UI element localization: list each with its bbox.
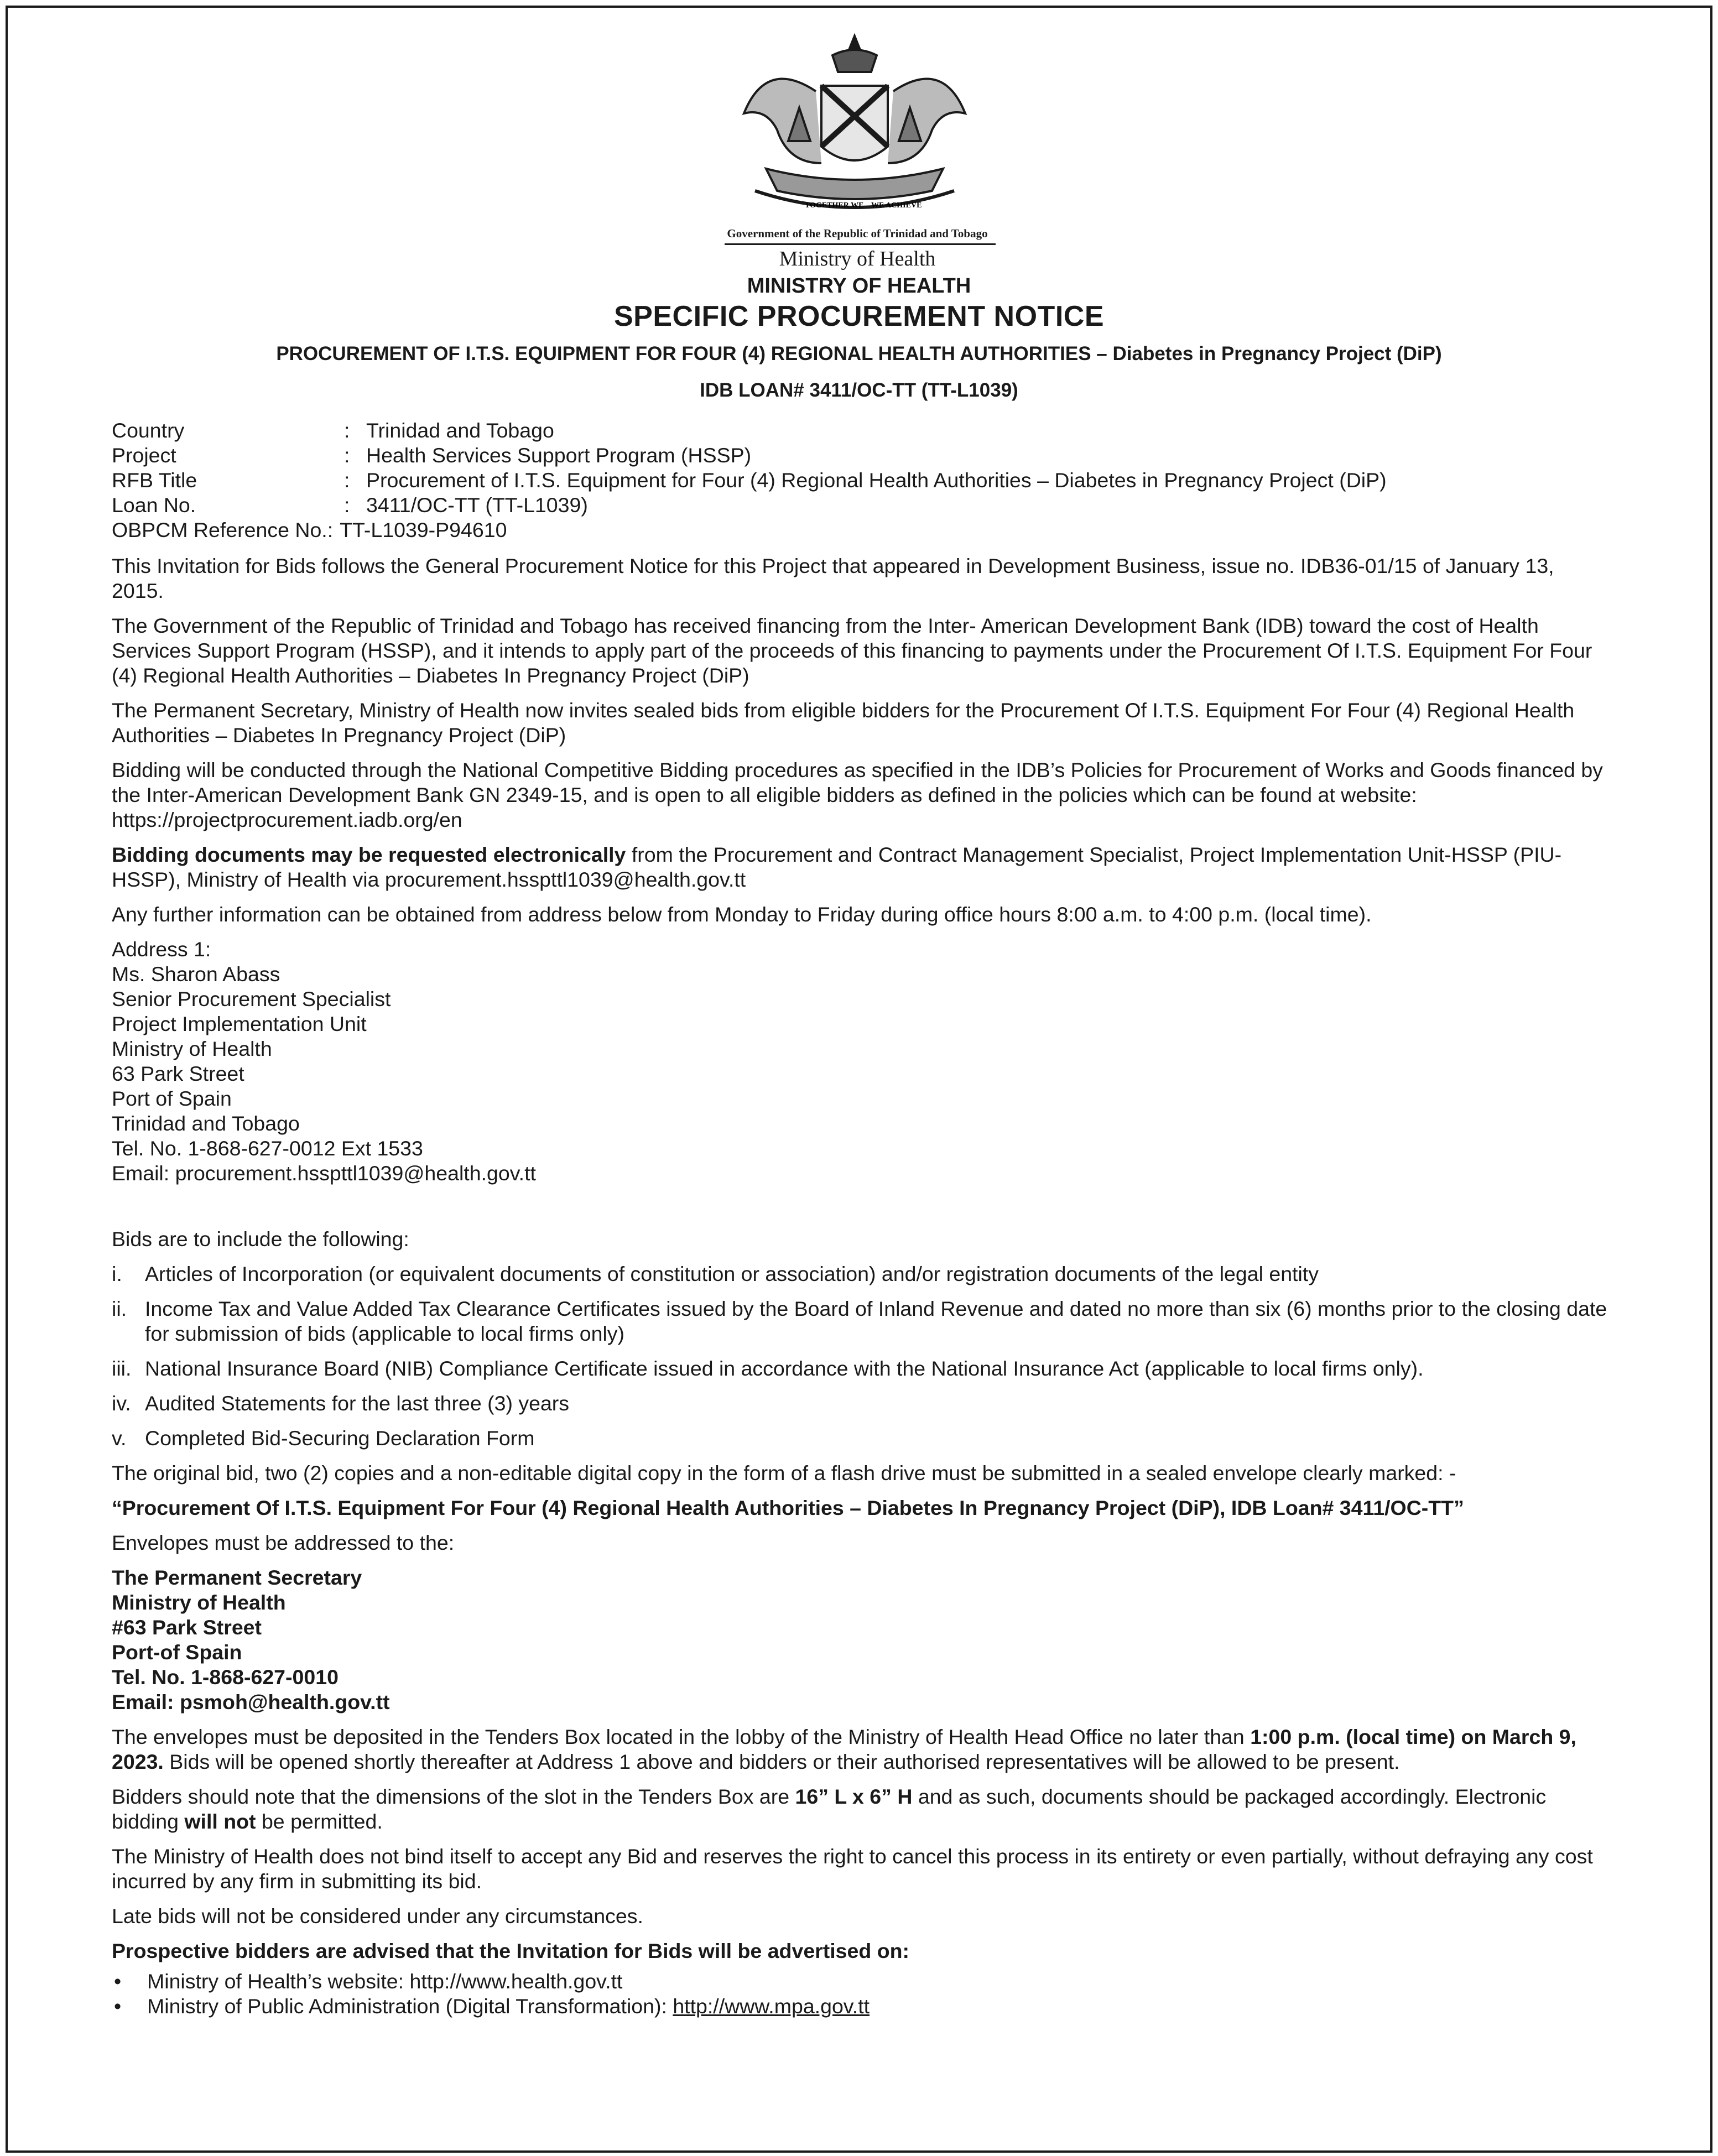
address-2-line: Tel. No. 1-868-627-0010 [112, 1665, 339, 1689]
list-item [112, 1969, 1611, 1994]
bullet: • [114, 1994, 122, 2018]
website-mpa-link[interactable]: http://www.mpa.gov.tt [673, 1994, 870, 2018]
deposit-text-c: Bids will be opened shortly thereafter at Address 1 above and bidders or their authorised representatives will be allowed to be present. [163, 1750, 1400, 1773]
address-1-line: Project Implementation Unit [112, 1012, 367, 1035]
seal-motto-left: TOGETHER WE [805, 201, 864, 210]
ministry-subtitle: Ministry of Health [779, 247, 936, 270]
detail-key: Project [112, 444, 176, 467]
coat-of-arms-icon [722, 30, 987, 230]
organization-heading: MINISTRY OF HEALTH [747, 274, 971, 298]
paragraph-invitation: The Permanent Secretary, Ministry of Health now invites sealed bids from eligible bidders for the Procurement Of I.T.S. Equipment For Four (4) Regional Health Authorities – Diabetes In Pregnancy Project (DiP) [112, 699, 1575, 747]
detail-value: Health Services Support Program (HSSP) [366, 444, 752, 467]
detail-colon: : [344, 444, 350, 467]
paragraph-gpn: This Invitation for Bids follows the General Procurement Notice for this Project that appeared in Development Business, issue no. IDB36-01/15 of January 13, 2015. [112, 554, 1554, 602]
detail-value: 3411/OC-TT (TT-L1039) [366, 493, 588, 517]
paragraph-late-bids: Late bids will not be considered under any circumstances. [112, 1904, 643, 1928]
website-moh: Ministry of Health’s website: http://www.health.gov.tt [147, 1970, 623, 1993]
paragraph-bidding-procedure: Bidding will be conducted through the National Competitive Bidding procedures as specified in the IDB’s Policies for Procurement of Works and Goods financed by the Inter-American Development Bank GN 2349-15, and is open to all eligible bidders as defined in the policies which can be found at website: https://projectprocurement.iadb.org/en [112, 758, 1603, 831]
list-item-number: ii. [112, 1297, 127, 1320]
paragraph-deposit [112, 1725, 1611, 1774]
notice-body [112, 418, 1611, 2019]
header-rule [725, 243, 996, 245]
government-line: Government of the Republic of Trinidad and Tobago [727, 227, 988, 240]
paragraph-financing: The Government of the Republic of Trinidad and Tobago has received financing from the Inter- American Development Bank (IDB) toward the cost of Health Services Support Program (HSSP), and it intends to apply part of the proceeds of this financing to payments under the Procurement Of I.T.S. Equipment For Four (4) Regional Health Authorities – Diabetes In Pregnancy Project (DiP) [112, 614, 1592, 687]
bids-intro: Bids are to include the following: [112, 1227, 409, 1251]
detail-row [112, 468, 1611, 493]
detail-row [112, 443, 1611, 468]
list-item-text: Income Tax and Value Added Tax Clearance Certificates issued by the Board of Inland Revenue and dated no more than six (6) months prior to the closing date for submission of bids (applicable to local firms only) [145, 1297, 1607, 1345]
list-item-text: Completed Bid-Securing Declaration Form [145, 1426, 535, 1450]
address-1-line: Senior Procurement Specialist [112, 987, 391, 1011]
list-item [112, 1296, 1611, 1346]
advertised-intro: Prospective bidders are advised that the Invitation for Bids will be advertised on: [112, 1939, 910, 1962]
address-1-line: Ministry of Health [112, 1037, 272, 1060]
list-item-text: Audited Statements for the last three (3) years [145, 1392, 570, 1415]
slot-text-a: Bidders should note that the dimensions of the slot in the Tenders Box are [112, 1785, 795, 1808]
list-item [112, 1426, 1611, 1451]
list-item [112, 1994, 1611, 2019]
bid-requirements-list [112, 1262, 1611, 1451]
detail-colon: : [344, 493, 350, 517]
detail-key: Loan No. [112, 493, 196, 517]
detail-row [112, 493, 1611, 518]
list-item-number: i. [112, 1262, 122, 1285]
address-1-line: Email: procurement.hsspttl1039@health.gov.tt [112, 1162, 536, 1185]
list-item-number: iii. [112, 1357, 132, 1380]
detail-key: Country [112, 419, 185, 442]
address-1-line: 63 Park Street [112, 1062, 244, 1085]
paragraph-slot [112, 1784, 1611, 1834]
paragraph-original-bid: The original bid, two (2) copies and a non-editable digital copy in the form of a flash drive must be submitted in a sealed envelope clearly marked: - [112, 1461, 1456, 1485]
detail-value: TT-L1039-P94610 [340, 518, 507, 541]
address-1-line: Port of Spain [112, 1087, 232, 1110]
detail-colon: : [344, 419, 350, 442]
deposit-text-a: The envelopes must be deposited in the Tenders Box located in the lobby of the Ministry of Health Head Office no later than [112, 1725, 1251, 1748]
list-item [112, 1356, 1611, 1381]
website-mpa-label: Ministry of Public Administration (Digital Transformation): [147, 1994, 673, 2018]
slot-will-not: will not [184, 1810, 256, 1833]
list-item-text: Articles of Incorporation (or equivalent documents of constitution or association) and/or registration documents of the legal entity [145, 1262, 1319, 1285]
envelopes-intro: Envelopes must be addressed to the: [112, 1531, 455, 1554]
list-item [112, 1262, 1611, 1287]
detail-row [112, 418, 1611, 443]
address-1-line: Ms. Sharon Abass [112, 962, 280, 986]
address-2-line: The Permanent Secretary [112, 1566, 362, 1589]
list-item-number: v. [112, 1426, 127, 1450]
address-1-line: Address 1: [112, 938, 211, 961]
address-1 [112, 937, 1611, 1186]
detail-row [112, 518, 1611, 543]
detail-colon: : [344, 468, 350, 492]
bidding-documents-bold: Bidding documents may be requested electronically [112, 843, 626, 866]
deposit-deadline: 1:00 p.m. (local time) on March 9, 2023. [112, 1725, 1576, 1773]
address-2-line: #63 Park Street [112, 1616, 262, 1639]
seal-motto-right: WE ACHIEVE [871, 201, 922, 210]
address-2-line: Port-of Spain [112, 1641, 242, 1664]
slot-dimensions: 16” L x 6” H [795, 1785, 913, 1808]
details-list [112, 418, 1611, 543]
paragraph-no-bind: The Ministry of Health does not bind itself to accept any Bid and reserves the right to cancel this process in its entirety or even partially, without defraying any cost incurred by any firm in submitting its bid. [112, 1845, 1593, 1893]
list-item [112, 1391, 1611, 1416]
detail-value: Trinidad and Tobago [366, 419, 554, 442]
envelope-marking: “Procurement Of I.T.S. Equipment For Four (4) Regional Health Authorities – Diabetes In Pregnancy Project (DiP), IDB Loan# 3411/OC-TT” [112, 1496, 1464, 1519]
address-1-line: Trinidad and Tobago [112, 1112, 300, 1135]
address-2 [112, 1565, 1611, 1715]
list-item-number: iv. [112, 1392, 131, 1415]
detail-key: OBPCM Reference No.: [112, 518, 334, 541]
bullet: • [114, 1970, 122, 1993]
bidding-documents-rest: from the Procurement and Contract Management Specialist, Project Implementation Unit-HSSP (PIU-HSSP), Ministry of Health via procurement.hsspttl1039@health.gov.tt [112, 843, 1562, 891]
paragraph-further-info: Any further information can be obtained from address below from Monday to Friday during office hours 8:00 a.m. to 4:00 p.m. (local time). [112, 903, 1372, 926]
detail-value: Procurement of I.T.S. Equipment for Four (4) Regional Health Authorities – Diabetes in Pregnancy Project (DiP) [366, 468, 1387, 492]
slot-text-c: and as such, documents should be packaged accordingly. Electronic bidding [112, 1785, 1547, 1833]
detail-key: RFB Title [112, 468, 197, 492]
procurement-subtitle: PROCUREMENT OF I.T.S. EQUIPMENT FOR FOUR (4) REGIONAL HEALTH AUTHORITIES – Diabetes in Pregnancy Project (DiP) [276, 343, 1442, 364]
address-2-line: Ministry of Health [112, 1591, 286, 1614]
slot-text-e: be permitted. [256, 1810, 383, 1833]
address-2-line: Email: psmoh@health.gov.tt [112, 1690, 390, 1714]
loan-subtitle: IDB LOAN# 3411/OC-TT (TT-L1039) [700, 379, 1018, 401]
websites-list [112, 1969, 1611, 2019]
paragraph-bidding-documents [112, 842, 1611, 892]
page-title: SPECIFIC PROCUREMENT NOTICE [614, 300, 1104, 332]
list-item-text: National Insurance Board (NIB) Compliance Certificate issued in accordance with the National Insurance Act (applicable to local firms only). [145, 1357, 1424, 1380]
address-1-line: Tel. No. 1-868-627-0012 Ext 1533 [112, 1137, 423, 1160]
